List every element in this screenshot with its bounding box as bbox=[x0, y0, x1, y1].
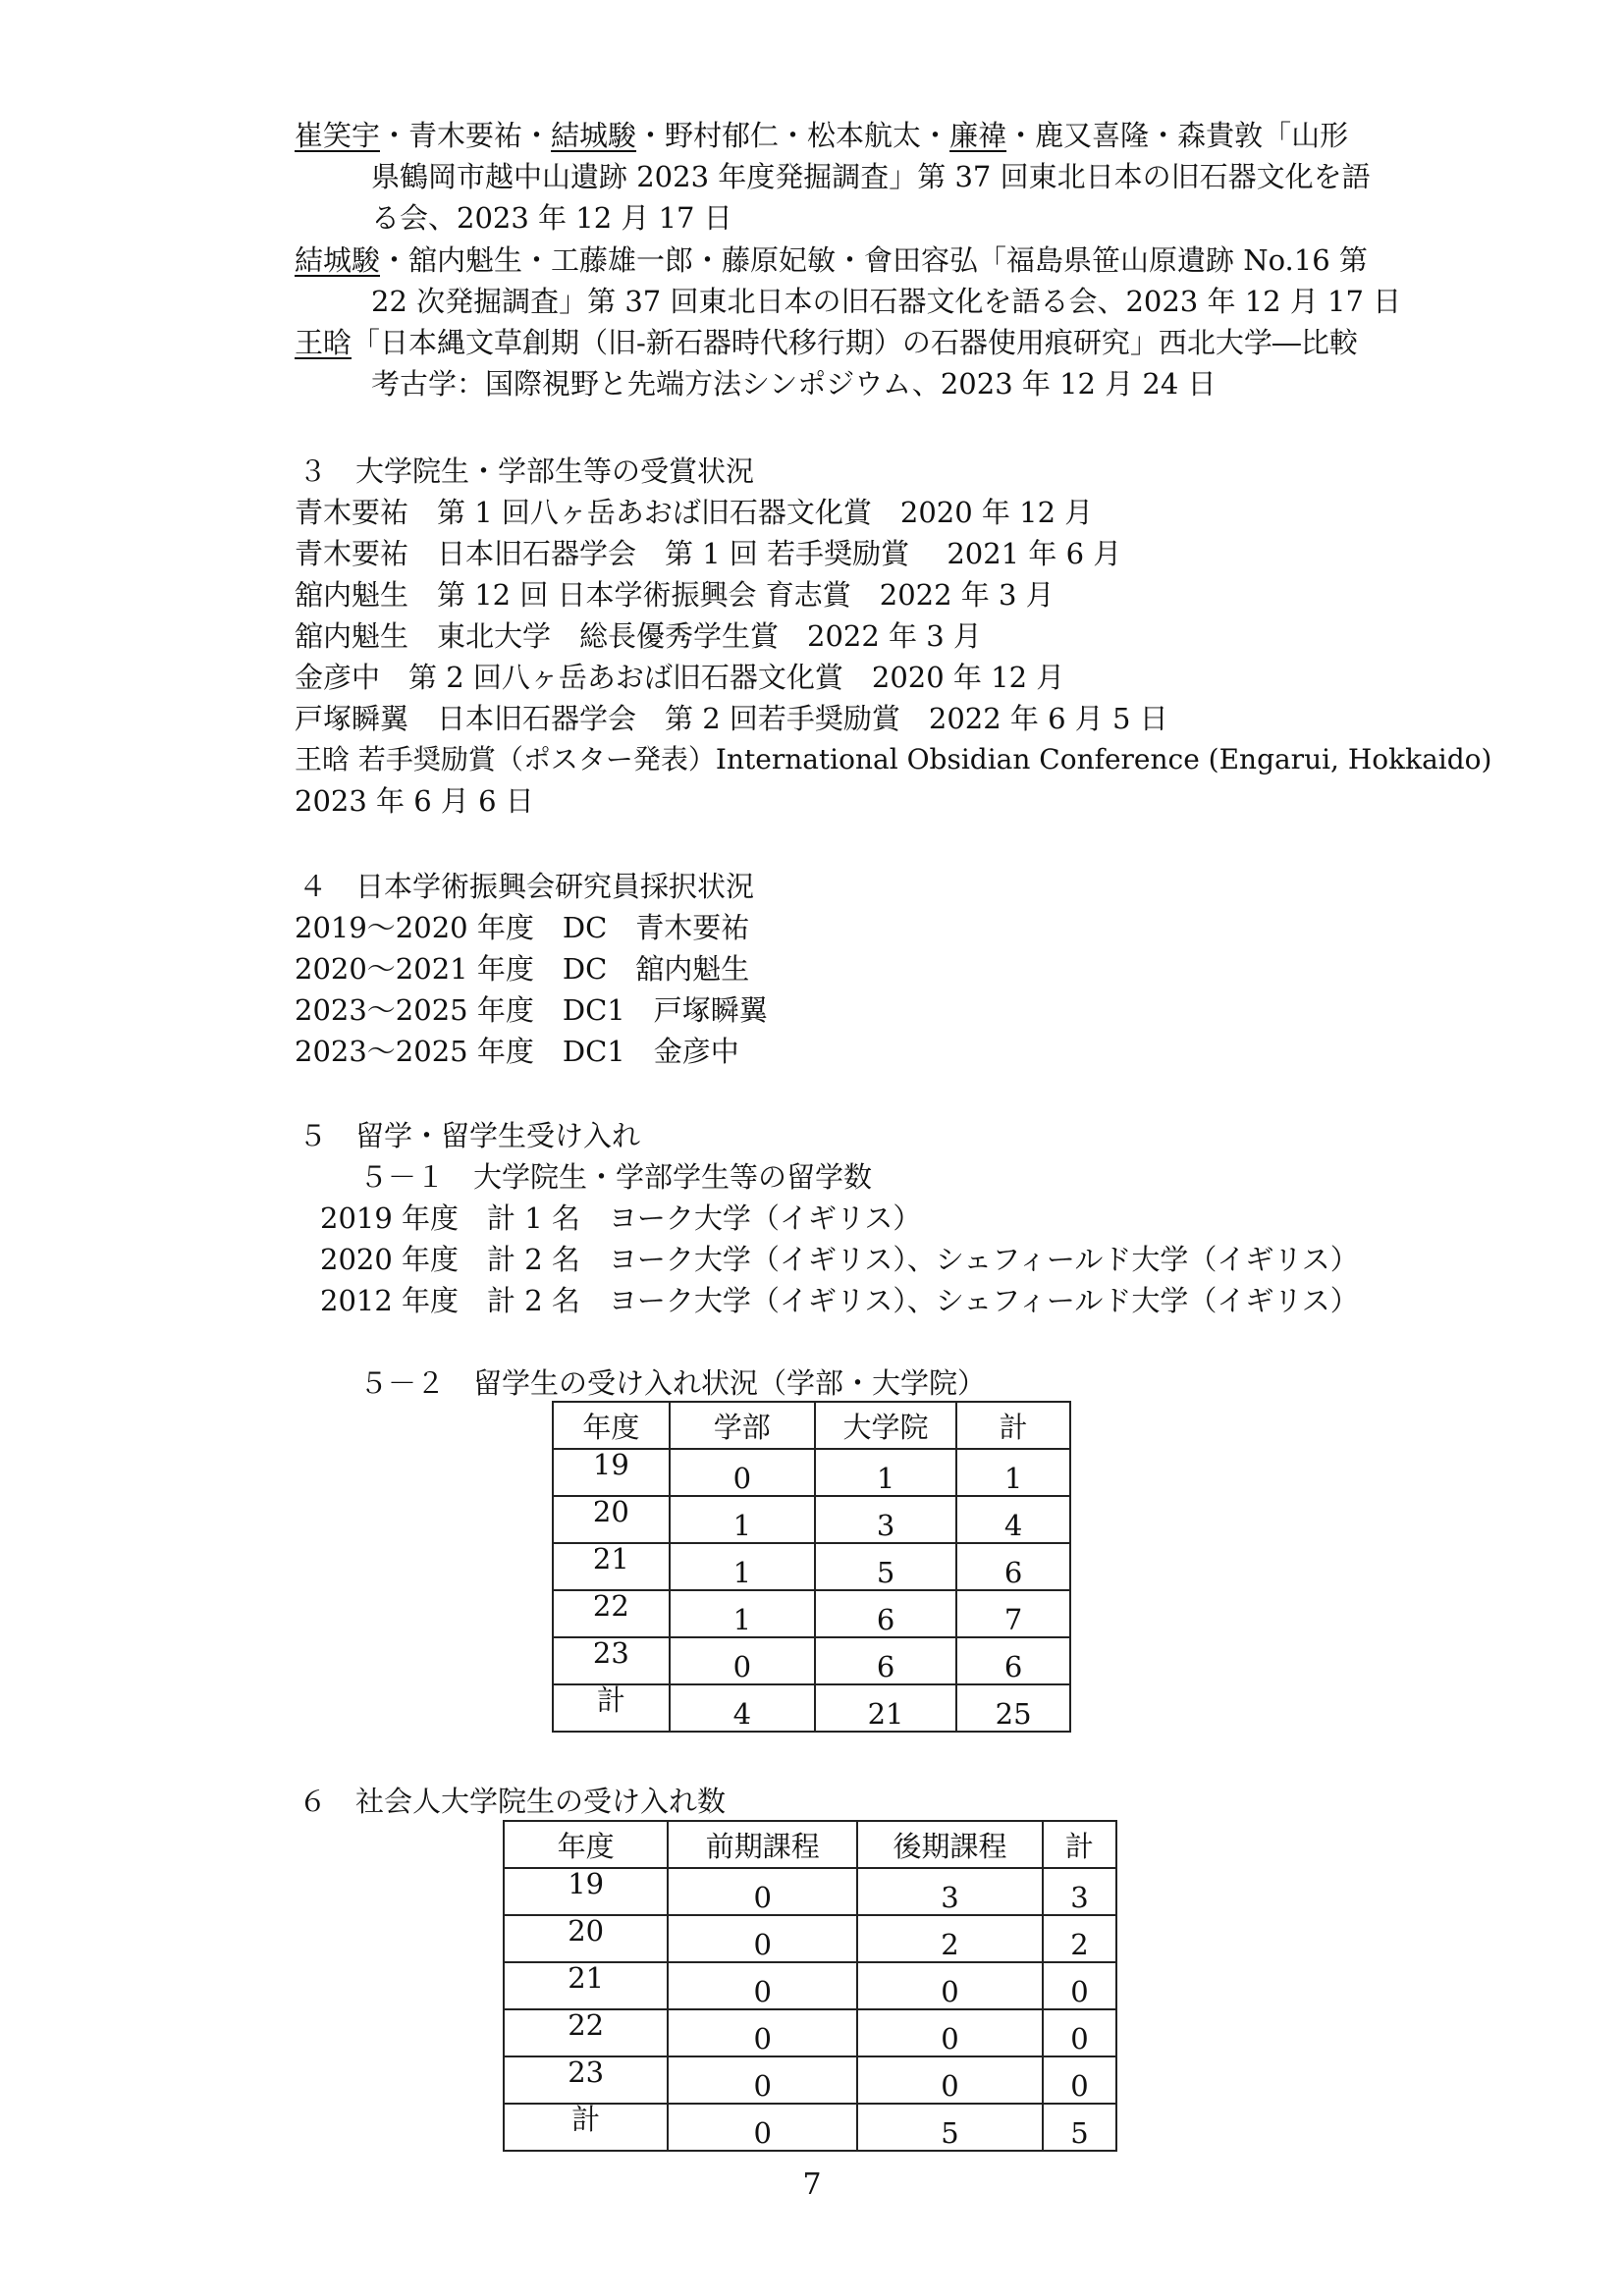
table-header-cell: 大学院 bbox=[815, 1402, 956, 1449]
table-row bbox=[553, 1590, 1070, 1637]
entry-text: ・舘内魁生・工藤雄一郎・藤原妃敏・會田容弘「福島県笹山原遺跡 No.16 第 bbox=[380, 243, 1368, 277]
table-header-cell: 計 bbox=[1043, 1821, 1116, 1868]
table-cell: 23 bbox=[504, 2056, 668, 2104]
intl-students-table bbox=[552, 1401, 1071, 1733]
table-cell: 7 bbox=[956, 1590, 1070, 1637]
table-cell: 20 bbox=[553, 1496, 670, 1543]
table-cell: 5 bbox=[1043, 2104, 1116, 2151]
section-5-1-heading: ５－１ 大学院生・学部学生等の留学数 bbox=[359, 1160, 873, 1194]
award-item: 王晗 若手奨励賞（ポスター発表）International Obsidian Conference (Engarui, Hokkaido) bbox=[295, 743, 1492, 775]
table-cell: 21 bbox=[553, 1543, 670, 1590]
table-cell: 22 bbox=[504, 2009, 668, 2056]
table-cell: 1 bbox=[670, 1496, 815, 1543]
table-cell: 2 bbox=[1043, 1915, 1116, 1962]
presentation-entry-3-line-1 bbox=[295, 323, 1358, 362]
author-underlined: 廉禕 bbox=[949, 119, 1007, 152]
table-cell: 1 bbox=[670, 1543, 815, 1590]
author-underlined: 結城駿 bbox=[295, 243, 381, 277]
fellowship-item: 2019～2020 年度 DC 青木要祐 bbox=[295, 911, 750, 944]
table-cell: 0 bbox=[668, 1915, 857, 1962]
presentation-entry-2-line-2: 22 次発掘調査」第 37 回東北日本の旧石器文化を語る会、2023 年 12 月 17 日 bbox=[371, 285, 1402, 318]
table-cell: 0 bbox=[1043, 2009, 1116, 2056]
table-cell: 23 bbox=[553, 1637, 670, 1684]
table-cell: 計 bbox=[553, 1684, 670, 1732]
table-cell: 3 bbox=[857, 1868, 1043, 1915]
section-5-2-heading: ５－２ 留学生の受け入れ状況（学部・大学院） bbox=[359, 1366, 987, 1400]
table-cell: 0 bbox=[670, 1637, 815, 1684]
table-header-cell: 後期課程 bbox=[857, 1821, 1043, 1868]
table-cell: 4 bbox=[670, 1684, 815, 1732]
author-underlined: 崔笑宇 bbox=[295, 119, 381, 152]
study-abroad-item: 2020 年度 計 2 名 ヨーク大学（イギリス）、シェフィールド大学（イギリス） bbox=[320, 1243, 1359, 1276]
presentation-entry-3-line-2: 考古学：国際視野と先端方法シンポジウム、2023 年 12 月 24 日 bbox=[371, 367, 1217, 400]
table-cell: 2 bbox=[857, 1915, 1043, 1962]
award-item: 舘内魁生 第 12 回 日本学術振興会 育志賞 2022 年 3 月 bbox=[295, 578, 1055, 612]
award-item: 2023 年 6 月 6 日 bbox=[295, 784, 534, 818]
table-row bbox=[504, 2056, 1116, 2104]
award-item: 舘内魁生 東北大学 総長優秀学生賞 2022 年 3 月 bbox=[295, 619, 982, 653]
award-item: 戸塚瞬翼 日本旧石器学会 第 2 回若手奨励賞 2022 年 6 月 5 日 bbox=[295, 702, 1168, 735]
table-cell: 0 bbox=[668, 1868, 857, 1915]
table-cell: 0 bbox=[668, 1962, 857, 2009]
table-cell: 0 bbox=[857, 2009, 1043, 2056]
table-row bbox=[553, 1496, 1070, 1543]
presentation-entry-2-line-1 bbox=[295, 240, 1368, 280]
award-item: 青木要祐 日本旧石器学会 第 1 回 若手奨励賞 2021 年 6 月 bbox=[295, 537, 1122, 570]
table-row bbox=[504, 1915, 1116, 1962]
table-row bbox=[504, 1868, 1116, 1915]
study-abroad-item: 2012 年度 計 2 名 ヨーク大学（イギリス）、シェフィールド大学（イギリス） bbox=[320, 1284, 1359, 1317]
entry-text: ・青木要祐・ bbox=[380, 119, 552, 152]
table-cell: 0 bbox=[668, 2009, 857, 2056]
table-row bbox=[553, 1684, 1070, 1732]
section-5-heading: ５ 留学・留学生受け入れ bbox=[298, 1119, 641, 1152]
table-cell: 19 bbox=[553, 1449, 670, 1496]
table-row bbox=[504, 1962, 1116, 2009]
author-underlined: 結城駿 bbox=[551, 119, 637, 152]
table-cell: 1 bbox=[815, 1449, 956, 1496]
table-cell: 5 bbox=[815, 1543, 956, 1590]
table-row bbox=[504, 2104, 1116, 2151]
presentation-entry-1-line-3: る会、2023 年 12 月 17 日 bbox=[371, 201, 732, 235]
page-number: 7 bbox=[802, 2167, 822, 2202]
table-cell: 0 bbox=[857, 1962, 1043, 2009]
table-cell: 1 bbox=[956, 1449, 1070, 1496]
table-row bbox=[553, 1449, 1070, 1496]
table-cell: 6 bbox=[815, 1637, 956, 1684]
entry-text: ・野村郁仁・松本航太・ bbox=[636, 119, 950, 152]
table-header-cell: 学部 bbox=[670, 1402, 815, 1449]
section-6-heading: ６ 社会人大学院生の受け入れ数 bbox=[298, 1785, 727, 1818]
section-4-heading: ４ 日本学術振興会研究員採択状況 bbox=[298, 870, 755, 903]
table-cell: 3 bbox=[1043, 1868, 1116, 1915]
study-abroad-item: 2019 年度 計 1 名 ヨーク大学（イギリス） bbox=[320, 1201, 922, 1235]
table-cell: 0 bbox=[670, 1449, 815, 1496]
table-cell: 0 bbox=[1043, 1962, 1116, 2009]
table-header-cell: 年度 bbox=[553, 1402, 670, 1449]
table-cell: 6 bbox=[956, 1637, 1070, 1684]
table-cell: 19 bbox=[504, 1868, 668, 1915]
table-cell: 21 bbox=[504, 1962, 668, 2009]
award-item: 青木要祐 第 1 回八ヶ岳あおば旧石器文化賞 2020 年 12 月 bbox=[295, 496, 1094, 529]
presentation-entry-1-line-2: 県鶴岡市越中山遺跡 2023 年度発掘調査」第 37 回東北日本の旧石器文化を語 bbox=[371, 160, 1371, 193]
table-row bbox=[553, 1543, 1070, 1590]
table-cell: 6 bbox=[815, 1590, 956, 1637]
table-cell: 21 bbox=[815, 1684, 956, 1732]
table-cell: 3 bbox=[815, 1496, 956, 1543]
table-cell: 0 bbox=[1043, 2056, 1116, 2104]
table-row bbox=[553, 1637, 1070, 1684]
table-cell: 0 bbox=[668, 2056, 857, 2104]
table-cell: 20 bbox=[504, 1915, 668, 1962]
table-cell: 5 bbox=[857, 2104, 1043, 2151]
table-cell: 22 bbox=[553, 1590, 670, 1637]
fellowship-item: 2020～2021 年度 DC 舘内魁生 bbox=[295, 952, 750, 986]
working-grad-students-table bbox=[503, 1820, 1117, 2152]
table-header-row bbox=[553, 1402, 1070, 1449]
author-underlined: 王晗 bbox=[295, 326, 352, 359]
table-header-row bbox=[504, 1821, 1116, 1868]
entry-text: ・鹿又喜隆・森貴敦「山形 bbox=[1006, 119, 1349, 152]
award-item: 金彦中 第 2 回八ヶ岳あおば旧石器文化賞 2020 年 12 月 bbox=[295, 661, 1065, 694]
presentation-entry-1-line-1 bbox=[295, 116, 1348, 155]
entry-text: 「日本縄文草創期（旧-新石器時代移行期）の石器使用痕研究」西北大学―比較 bbox=[352, 326, 1358, 359]
table-header-cell: 前期課程 bbox=[668, 1821, 857, 1868]
table-cell: 計 bbox=[504, 2104, 668, 2151]
table-cell: 0 bbox=[857, 2056, 1043, 2104]
table-cell: 4 bbox=[956, 1496, 1070, 1543]
fellowship-item: 2023～2025 年度 DC1 金彦中 bbox=[295, 1035, 739, 1068]
table-header-cell: 年度 bbox=[504, 1821, 668, 1868]
table-cell: 0 bbox=[668, 2104, 857, 2151]
section-3-heading: ３ 大学院生・学部生等の受賞状況 bbox=[298, 454, 755, 488]
table-row bbox=[504, 2009, 1116, 2056]
table-cell: 6 bbox=[956, 1543, 1070, 1590]
table-header-cell: 計 bbox=[956, 1402, 1070, 1449]
table-cell: 25 bbox=[956, 1684, 1070, 1732]
table-cell: 1 bbox=[670, 1590, 815, 1637]
fellowship-item: 2023～2025 年度 DC1 戸塚瞬翼 bbox=[295, 993, 768, 1027]
